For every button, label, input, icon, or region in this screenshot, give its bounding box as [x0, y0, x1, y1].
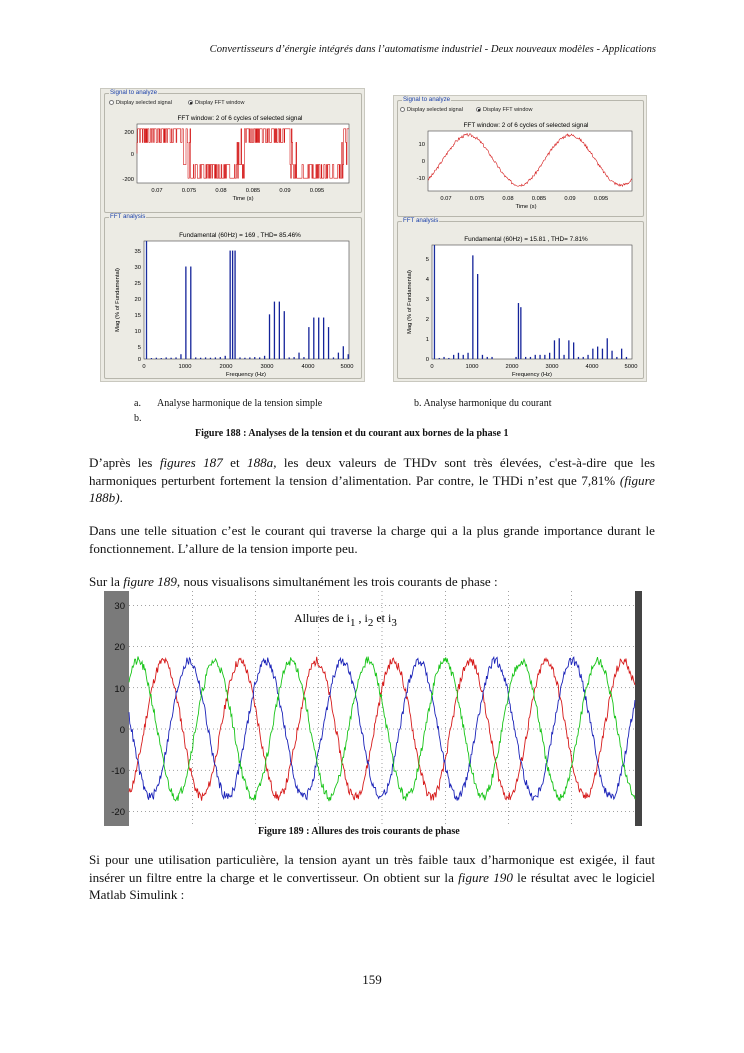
three-phase-currents-plot	[104, 591, 642, 826]
fft-ytick: 15	[134, 313, 141, 319]
figure-188-caption: Figure 188 : Analyses de la tension et du courant aux bornes de la phase 1	[195, 428, 509, 439]
fft-panel-current	[393, 95, 647, 382]
fft-ytick: 2	[425, 317, 429, 323]
fft-panel-voltage	[100, 88, 365, 382]
time-xlabel: Time (s)	[232, 196, 254, 202]
fft-xtick: 0	[430, 364, 434, 370]
signal-title: FFT window: 2 of 6 cycles of selected signal	[463, 122, 589, 129]
fft-bar	[220, 357, 221, 359]
fft-panel-current-plots	[394, 96, 646, 381]
fft-bar	[249, 357, 250, 359]
fft-group-title: FFT analysis	[403, 217, 439, 224]
fft-bar	[607, 338, 608, 359]
fft-bar	[434, 245, 435, 359]
fft-bar	[215, 357, 216, 359]
fft-bar	[482, 355, 483, 359]
y-tick: 0	[119, 725, 125, 736]
fft-ytick: 0	[137, 357, 141, 363]
fft-bar	[293, 357, 294, 359]
fft-bar	[151, 358, 152, 359]
fft-bar	[308, 327, 309, 359]
fft-bar	[244, 358, 245, 359]
time-plot-area	[428, 131, 632, 191]
signal-group-title: Signal to analyze	[403, 96, 451, 103]
running-header: Convertisseurs d’énergie intégrés dans l’automatisme industriel - Deux nouveaux modèles - Applications	[209, 44, 656, 55]
fft-bar	[264, 356, 265, 359]
time-ytick: 0	[130, 152, 134, 158]
fft-bar	[491, 357, 492, 359]
fft-bar	[611, 351, 612, 359]
fft-bar	[210, 358, 211, 359]
fft-xlabel: Frequency (Hz)	[512, 372, 552, 378]
fft-xtick: 1000	[465, 364, 479, 370]
subcaption-b-marker: b.	[134, 413, 142, 424]
fft-bar	[185, 267, 186, 359]
time-ytick: -10	[416, 176, 425, 182]
fft-bar	[166, 357, 167, 359]
time-xtick: 0.085	[531, 196, 547, 202]
fft-group-title: FFT analysis	[110, 213, 146, 220]
radio-display-fft-window[interactable]: Display FFT window	[188, 100, 244, 106]
paragraph-1: D’après les figures 187 et 188a, les deux valeurs de THDv sont très élevées, c'est-à-dire que les harmoniques perturbent fortement la tension d’alimentation. Par contre, le THDi n’est que 7,81% (figure 188b).	[89, 455, 655, 505]
fft-bar	[487, 357, 488, 359]
signal-title: FFT window: 2 of 6 cycles of selected signal	[177, 115, 303, 122]
radio-display-selected-signal[interactable]: Display selected signal	[400, 107, 463, 113]
fft-bar	[348, 354, 349, 359]
fft-bar	[525, 357, 526, 359]
time-xlabel: Time (s)	[515, 204, 537, 210]
fft-bar	[323, 318, 324, 359]
fft-bar	[518, 303, 519, 359]
fft-bar	[225, 356, 226, 359]
fft-bar	[170, 358, 171, 359]
fft-bar	[463, 355, 464, 359]
time-xtick: 0.07	[440, 196, 452, 202]
time-xtick: 0.075	[181, 188, 197, 194]
fft-ytick: 3	[425, 297, 429, 303]
time-xtick: 0.07	[151, 188, 163, 194]
fft-bar	[232, 251, 233, 359]
fft-xtick: 0	[142, 364, 146, 370]
fft-bar	[530, 357, 531, 359]
paragraph-2: Dans une telle situation c’est le courant qui traverse la charge qui a la plus grande importance durant le fonctionnement. L’allure de la tension importe peu.	[89, 523, 655, 556]
fft-bar	[592, 349, 593, 359]
fft-xtick: 3000	[260, 364, 274, 370]
fft-bar	[328, 327, 329, 359]
page-number: 159	[362, 972, 382, 987]
fft-bar	[467, 353, 468, 359]
fft-bar	[156, 358, 157, 359]
time-xtick: 0.085	[245, 188, 261, 194]
fft-bar	[573, 342, 574, 359]
fft-bar	[477, 274, 478, 359]
fft-bar	[333, 357, 334, 359]
fft-bar	[520, 307, 521, 359]
time-xtick: 0.09	[279, 188, 291, 194]
paragraph-3: Sur la figure 189, nous visualisons simultanément les trois courants de phase :	[89, 574, 498, 589]
subcaption-a-text: Analyse harmonique de la tension simple	[157, 398, 323, 409]
fft-bar	[289, 357, 290, 359]
fft-bar	[190, 267, 191, 359]
fft-bar	[175, 357, 176, 359]
time-ytick: 10	[418, 142, 425, 148]
fft-bar	[458, 353, 459, 359]
fft-xtick: 4000	[301, 364, 315, 370]
time-ytick: 0	[421, 159, 425, 165]
fft-ytick: 5	[425, 257, 429, 263]
fft-bar	[318, 318, 319, 359]
fft-bar	[568, 340, 569, 359]
radio-display-selected-signal[interactable]: Display selected signal	[109, 100, 172, 106]
fft-bar	[338, 353, 339, 359]
fft-bar	[303, 357, 304, 359]
fft-bar	[621, 349, 622, 359]
fft-bar	[515, 357, 516, 359]
fft-bar	[583, 357, 584, 359]
fft-bar	[279, 302, 280, 359]
fft-bar	[439, 358, 440, 359]
time-xtick: 0.08	[215, 188, 227, 194]
fft-bar	[205, 357, 206, 359]
y-tick: 30	[114, 601, 125, 612]
fft-bar	[578, 357, 579, 359]
fft-bar	[298, 353, 299, 359]
fft-bar	[146, 241, 147, 359]
fft-ytick: 30	[134, 265, 141, 271]
fft-ytick: 35	[134, 249, 141, 255]
fft-bar	[587, 355, 588, 359]
fft-ytick: 1	[425, 337, 429, 343]
fft-bar	[200, 358, 201, 359]
fft-bar	[234, 251, 235, 359]
fft-xtick: 5000	[624, 364, 638, 370]
fft-xtick: 2000	[505, 364, 519, 370]
fft-panel-voltage-plots	[101, 89, 364, 381]
fft-title: Fundamental (60Hz) = 169 , THD= 85.46%	[179, 232, 301, 239]
fft-ylabel: Mag (% of Fundamental)	[115, 268, 121, 332]
fft-plot-area	[432, 245, 632, 359]
fft-bar	[259, 357, 260, 359]
y-tick: -10	[111, 766, 125, 777]
time-xtick: 0.075	[469, 196, 485, 202]
fft-bar	[549, 353, 550, 359]
y-tick: 10	[114, 684, 125, 695]
fft-bar	[239, 357, 240, 359]
fft-bar	[472, 255, 473, 359]
fft-ylabel: Mag (% of Fundamental)	[407, 270, 413, 334]
subcaption-a-marker: a.	[134, 398, 141, 409]
fft-bar	[554, 340, 555, 359]
fft-bar	[161, 358, 162, 359]
fft-ytick: 20	[134, 297, 141, 303]
fft-bar	[539, 355, 540, 359]
fft-bar	[535, 355, 536, 359]
fft-ytick: 25	[134, 281, 141, 287]
fft-bar	[626, 357, 627, 359]
y-tick: -20	[111, 807, 125, 818]
fft-bar	[563, 355, 564, 359]
fft-bar	[602, 349, 603, 359]
fft-bar	[230, 251, 231, 359]
fft-bar	[443, 357, 444, 359]
time-xtick: 0.09	[564, 196, 576, 202]
fft-bar	[616, 357, 617, 359]
time-xtick: 0.095	[309, 188, 325, 194]
subcaption-b-text: b. Analyse harmonique du courant	[414, 398, 552, 409]
paragraph-4: Si pour une utilisation particulière, la tension ayant un très faible taux d’harmonique est exigée, il faut insérer un filtre entre la charge et le convertisseur. On obtient sur la figure 190 le résultat avec le logiciel Matlab Simulink :	[89, 852, 655, 902]
fft-ytick: 4	[425, 277, 429, 283]
time-ytick: 200	[124, 130, 134, 136]
fft-bar	[269, 314, 270, 359]
fft-bar	[195, 357, 196, 359]
fft-bar	[254, 357, 255, 359]
signal-group-title: Signal to analyze	[110, 89, 158, 96]
fft-bar	[313, 318, 314, 359]
fft-xlabel: Frequency (Hz)	[226, 372, 266, 378]
fft-ytick: 5	[137, 345, 141, 351]
fft-bar	[180, 354, 181, 359]
fft-title: Fundamental (60Hz) = 15.81 , THD= 7.81%	[464, 236, 588, 243]
fft-xtick: 5000	[340, 364, 354, 370]
fft-bar	[274, 302, 275, 359]
fft-bar	[559, 338, 560, 359]
fft-bar	[597, 347, 598, 359]
radio-display-fft-window[interactable]: Display FFT window	[476, 107, 532, 113]
fft-xtick: 2000	[219, 364, 233, 370]
fft-xtick: 3000	[545, 364, 559, 370]
y-tick: 20	[114, 642, 125, 653]
plot-title: Allures de i1 , i2 et i3	[294, 611, 397, 629]
time-xtick: 0.095	[593, 196, 609, 202]
fft-bar	[343, 346, 344, 359]
figure-189	[104, 591, 642, 826]
fft-bar	[453, 355, 454, 359]
plot-frame-right	[635, 591, 642, 826]
fft-bar	[284, 311, 285, 359]
fft-xtick: 4000	[585, 364, 599, 370]
fft-bar	[448, 358, 449, 359]
time-ytick: -200	[122, 177, 134, 183]
fft-ytick: 0	[425, 357, 429, 363]
fft-ytick: 10	[134, 329, 141, 335]
time-xtick: 0.08	[502, 196, 514, 202]
fft-bar	[544, 355, 545, 359]
fft-xtick: 1000	[178, 364, 192, 370]
figure-189-caption: Figure 189 : Allures des trois courants de phase	[258, 826, 460, 837]
